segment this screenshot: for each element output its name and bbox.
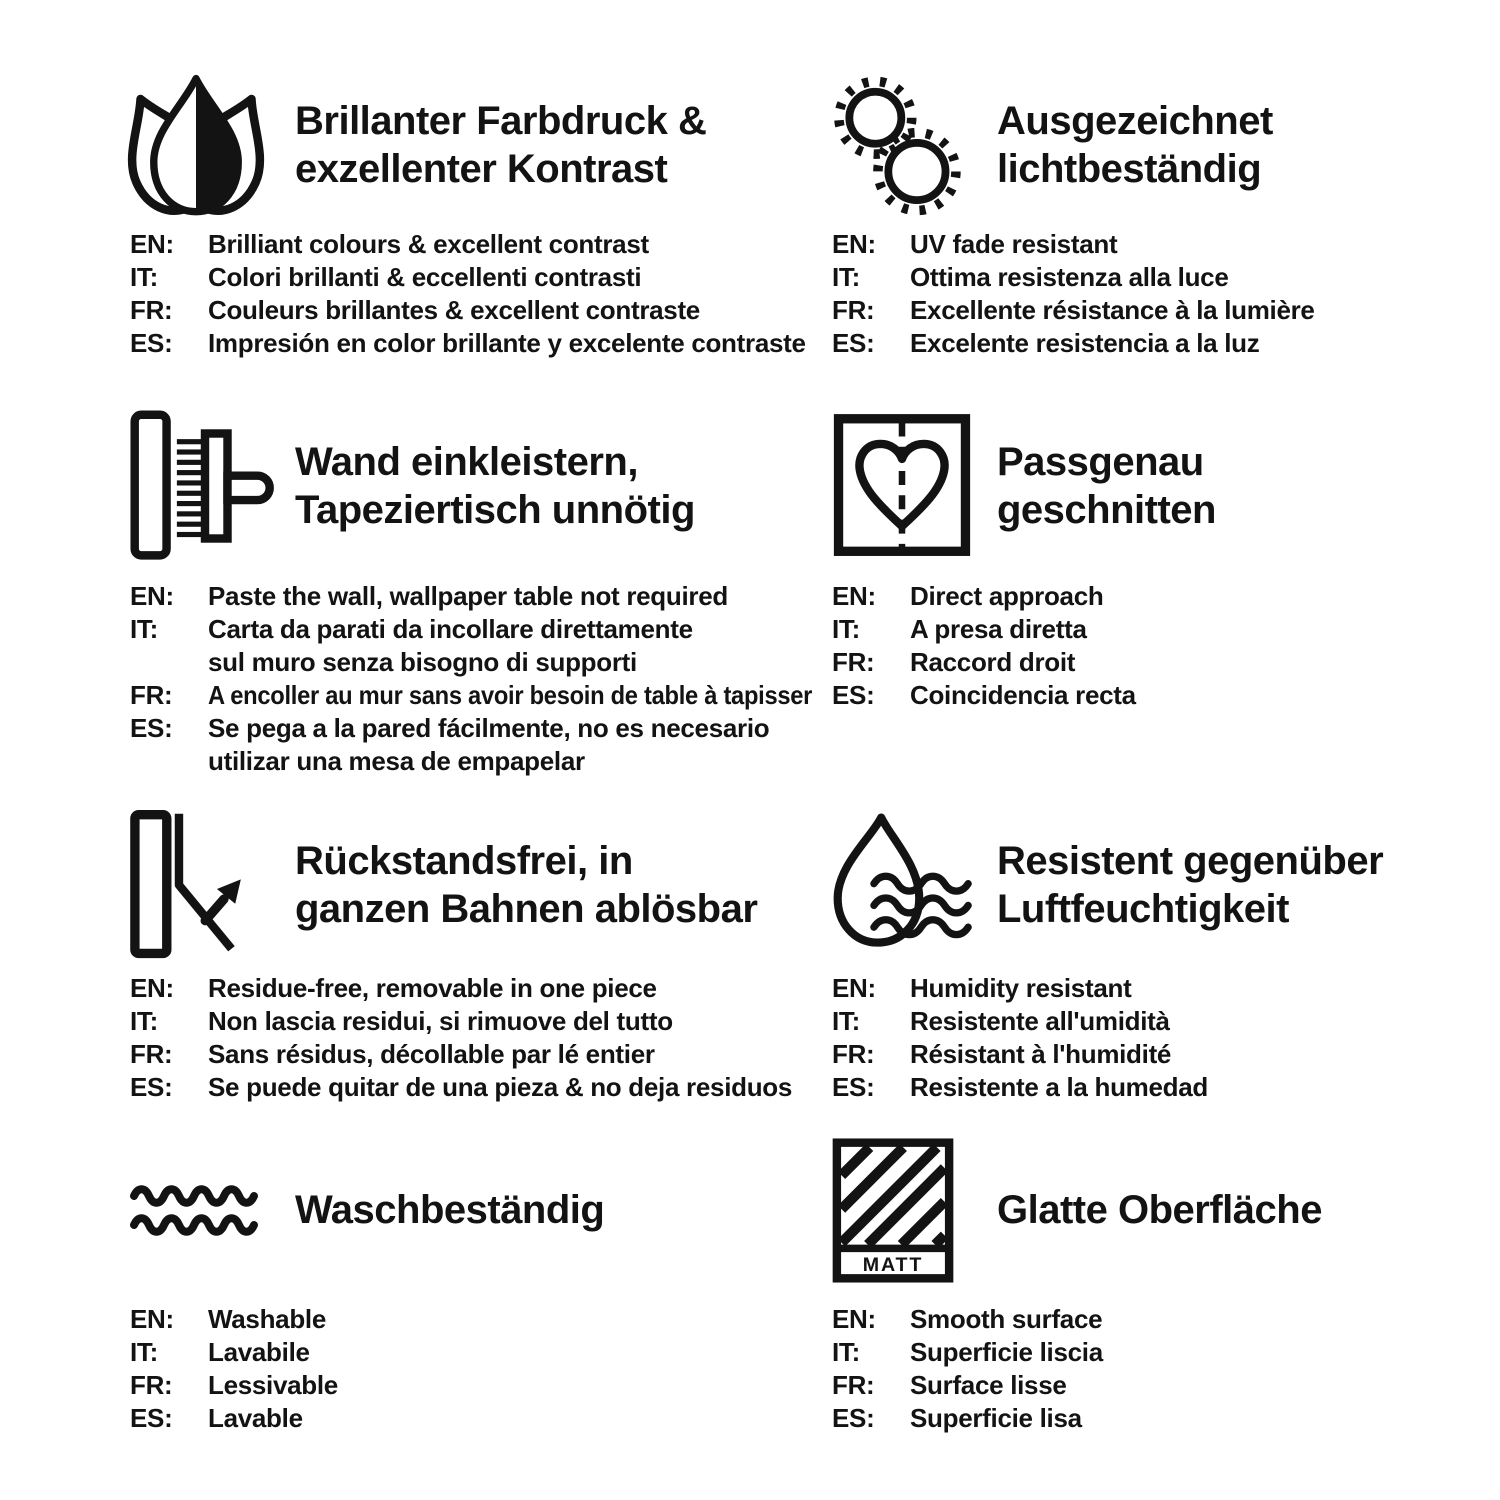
translation-text: Brilliant colours & excellent contrast bbox=[208, 229, 649, 259]
lang-label: IT: bbox=[832, 1337, 860, 1367]
feature-block-smooth-surface bbox=[750, 1140, 1500, 1500]
translation-text: Surface lisse bbox=[910, 1370, 1067, 1400]
lang-label: FR: bbox=[130, 295, 173, 325]
feature-title bbox=[997, 837, 1383, 933]
translation-text: A encoller au mur sans avoir besoin de table à tapisser bbox=[208, 680, 813, 710]
translation-row bbox=[832, 261, 1500, 294]
title-line: Rückstandsfrei, in bbox=[295, 839, 633, 883]
translation-row bbox=[130, 1402, 750, 1435]
lang-label: ES: bbox=[832, 328, 875, 358]
title-line: exzellenter Kontrast bbox=[295, 147, 668, 191]
translation-text: UV fade resistant bbox=[910, 229, 1118, 259]
lang-label: ES: bbox=[832, 680, 875, 710]
title-line: Ausgezeichnet bbox=[997, 99, 1273, 143]
lang-label: IT: bbox=[832, 262, 860, 292]
translation-text: Humidity resistant bbox=[910, 973, 1132, 1003]
lang-label: FR: bbox=[832, 1039, 875, 1069]
translation-row bbox=[832, 646, 1500, 679]
lang-label: FR: bbox=[832, 295, 875, 325]
feature-block-cut-to-fit bbox=[750, 360, 1500, 800]
title-line: Wand einkleistern, bbox=[295, 439, 638, 484]
lang-label: FR: bbox=[130, 1370, 173, 1400]
translation-text: Smooth surface bbox=[910, 1304, 1103, 1334]
translation-row bbox=[130, 327, 806, 360]
translation-text: Se pega a la pared fácilmente, no es necesario utilizar una mesa de empapelar bbox=[208, 713, 770, 776]
lang-label: IT: bbox=[130, 1006, 158, 1036]
feature-head bbox=[832, 408, 1500, 563]
translation-text: Excelente resistencia a la luz bbox=[910, 328, 1260, 358]
feature-block-paste-the-wall bbox=[0, 360, 813, 800]
feature-head bbox=[130, 65, 750, 225]
paste-brush-icon bbox=[130, 408, 260, 563]
translation-row bbox=[130, 712, 770, 778]
lang-label: IT: bbox=[130, 1337, 158, 1367]
waves-icon bbox=[130, 1145, 260, 1275]
lang-label: ES: bbox=[832, 1072, 875, 1102]
lang-label: IT: bbox=[130, 614, 158, 644]
lang-label: EN: bbox=[130, 229, 174, 259]
lang-label: ES: bbox=[130, 1403, 173, 1433]
gears-icon bbox=[832, 65, 962, 225]
lang-label: ES: bbox=[130, 328, 173, 358]
translation-row bbox=[130, 580, 750, 613]
translation-row bbox=[832, 1336, 1500, 1369]
heart-cut-icon bbox=[832, 408, 962, 563]
translation-text: Ottima resistenza alla luce bbox=[910, 262, 1229, 292]
matt-surface-icon bbox=[832, 1145, 962, 1275]
translation-row bbox=[130, 1038, 750, 1071]
title-line: Luftfeuchtigkeit bbox=[997, 887, 1289, 931]
feature-head bbox=[832, 810, 1500, 960]
drops-icon bbox=[130, 65, 260, 225]
translation-row bbox=[832, 1005, 1500, 1038]
translation-row bbox=[130, 1369, 750, 1402]
translation-text: Washable bbox=[208, 1304, 327, 1334]
lang-label: IT: bbox=[832, 1006, 860, 1036]
translation-row bbox=[832, 613, 1500, 646]
lang-label: EN: bbox=[130, 581, 174, 611]
lang-label: EN: bbox=[832, 229, 876, 259]
feature-block-humidity-resistant bbox=[750, 800, 1500, 1140]
translation-text: Superficie lisa bbox=[910, 1403, 1082, 1433]
feature-translations bbox=[832, 1303, 1500, 1435]
translation-text: Impresión en color brillante y excelente contraste bbox=[208, 328, 806, 358]
translation-text: Colori brillanti & eccellenti contrasti bbox=[208, 262, 642, 292]
translation-row bbox=[130, 679, 813, 712]
matt-label: MATT bbox=[862, 1253, 924, 1276]
translation-row bbox=[130, 1303, 750, 1336]
feature-head bbox=[130, 1145, 750, 1275]
translation-row bbox=[832, 1038, 1500, 1071]
feature-translations bbox=[832, 580, 1500, 712]
translation-text: Non lascia residui, si rimuove del tutto bbox=[208, 1006, 673, 1036]
humidity-drop-icon bbox=[832, 810, 962, 960]
feature-title bbox=[295, 1186, 604, 1234]
lang-label: FR: bbox=[832, 647, 875, 677]
translation-row bbox=[832, 679, 1500, 712]
title-line: Waschbeständig bbox=[295, 1188, 605, 1232]
title-line: lichtbeständig bbox=[997, 147, 1262, 191]
feature-translations bbox=[130, 228, 806, 360]
translation-text: Lessivable bbox=[208, 1370, 338, 1400]
translation-text: Resistente all'umidità bbox=[910, 1006, 1170, 1036]
lang-label: ES: bbox=[832, 1403, 875, 1433]
translation-text: Excellente résistance à la lumière bbox=[910, 295, 1315, 325]
feature-translations bbox=[130, 972, 793, 1104]
translation-row bbox=[832, 1071, 1500, 1104]
lang-label: FR: bbox=[130, 1039, 173, 1069]
translation-row bbox=[130, 1005, 750, 1038]
translation-row bbox=[130, 228, 750, 261]
title-line: Resistent gegenüber bbox=[997, 839, 1384, 883]
feature-block-brilliant-colours bbox=[0, 0, 806, 360]
translation-text: Sans résidus, décollable par lé entier bbox=[208, 1039, 655, 1069]
translation-text: Résistant à l'humidité bbox=[910, 1039, 1172, 1069]
translation-text: Lavabile bbox=[208, 1337, 310, 1367]
lang-label: IT: bbox=[130, 262, 158, 292]
translation-row bbox=[130, 1336, 750, 1369]
translation-row bbox=[832, 1402, 1500, 1435]
translation-row bbox=[130, 294, 750, 327]
translation-text: Paste the wall, wallpaper table not required bbox=[208, 581, 728, 611]
peel-arrow-icon bbox=[130, 810, 260, 960]
translation-row bbox=[130, 972, 750, 1005]
lang-label: ES: bbox=[130, 713, 173, 743]
lang-label: ES: bbox=[130, 1072, 173, 1102]
title-line: Tapeziertisch unnötig bbox=[295, 487, 695, 532]
lang-label: FR: bbox=[130, 680, 173, 710]
translation-row bbox=[130, 1071, 793, 1104]
title-line: ganzen Bahnen ablösbar bbox=[295, 887, 758, 931]
feature-title bbox=[997, 438, 1216, 534]
feature-title bbox=[295, 837, 757, 933]
lang-label: EN: bbox=[832, 973, 876, 1003]
feature-block-light-resistant bbox=[750, 0, 1500, 360]
title-line: Brillanter Farbdruck & bbox=[295, 99, 707, 143]
feature-translations bbox=[832, 228, 1500, 360]
feature-translations bbox=[130, 1303, 750, 1435]
feature-title bbox=[997, 97, 1273, 193]
feature-translations bbox=[130, 580, 813, 778]
feature-head bbox=[832, 65, 1500, 225]
title-line: geschnitten bbox=[997, 487, 1216, 532]
lang-label: EN: bbox=[832, 1304, 876, 1334]
translation-row bbox=[832, 972, 1500, 1005]
translation-row bbox=[832, 327, 1500, 360]
translation-row bbox=[130, 261, 750, 294]
lang-label: FR: bbox=[832, 1370, 875, 1400]
translation-text: Couleurs brillantes & excellent contraste bbox=[208, 295, 700, 325]
translation-text: Raccord droit bbox=[910, 647, 1076, 677]
feature-block-residue-free bbox=[0, 800, 793, 1140]
title-line: Passgenau bbox=[997, 439, 1204, 484]
feature-title bbox=[295, 438, 695, 534]
translation-text: Lavable bbox=[208, 1403, 303, 1433]
translation-row bbox=[832, 294, 1500, 327]
title-line: Glatte Oberfläche bbox=[997, 1188, 1322, 1232]
translation-text: A presa diretta bbox=[910, 614, 1087, 644]
translation-text: Direct approach bbox=[910, 581, 1104, 611]
feature-block-washable bbox=[0, 1140, 750, 1500]
translation-row bbox=[832, 1369, 1500, 1402]
translation-text: Resistente a la humedad bbox=[910, 1072, 1208, 1102]
lang-label: EN: bbox=[130, 1304, 174, 1334]
translation-text: Coincidencia recta bbox=[910, 680, 1136, 710]
feature-head bbox=[130, 810, 758, 960]
translation-text: Carta da parati da incollare direttamente sul muro senza bisogno di supporti bbox=[208, 614, 693, 677]
translation-text: Residue-free, removable in one piece bbox=[208, 973, 657, 1003]
translation-text: Superficie liscia bbox=[910, 1337, 1103, 1367]
translation-row bbox=[130, 613, 750, 679]
feature-title bbox=[295, 97, 706, 193]
translation-row bbox=[832, 228, 1500, 261]
lang-label: EN: bbox=[130, 973, 174, 1003]
translation-text: Se puede quitar de una pieza & no deja residuos bbox=[208, 1072, 793, 1102]
lang-label: EN: bbox=[832, 581, 876, 611]
translation-row bbox=[832, 580, 1500, 613]
feature-head bbox=[832, 1145, 1500, 1275]
translation-row bbox=[832, 1303, 1500, 1336]
feature-title bbox=[997, 1186, 1322, 1234]
feature-head bbox=[130, 408, 750, 563]
feature-translations bbox=[832, 972, 1500, 1104]
lang-label: IT: bbox=[832, 614, 860, 644]
